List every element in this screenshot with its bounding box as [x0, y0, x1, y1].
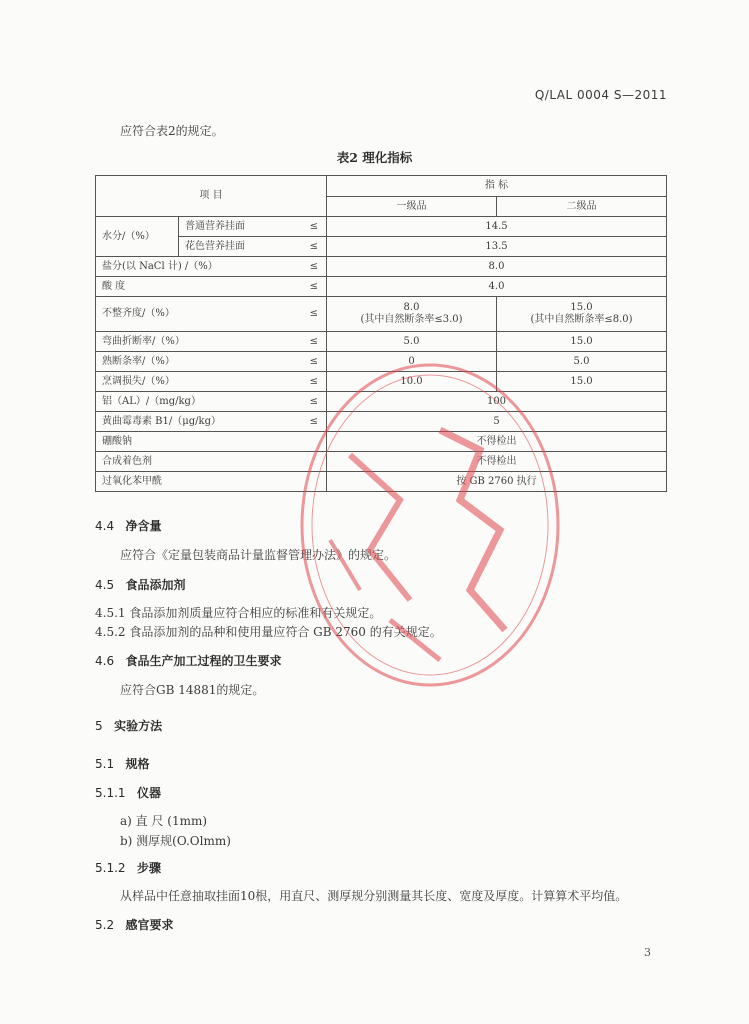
bend-g1: 5.0	[327, 332, 497, 352]
le-sign: ≤	[295, 237, 327, 257]
document-number: Q/LAL 0004 S—2011	[534, 88, 667, 102]
section-heading: 4.6 食品生产加工过程的卫生要求	[95, 654, 282, 668]
cook-break-label: 熟断条率/（%）	[96, 352, 295, 372]
colorant-label: 合成着色剂	[96, 452, 327, 472]
cook-loss-label: 烹调损失/（%）	[96, 372, 295, 392]
table-row	[96, 237, 667, 257]
steps-text: 从样品中任意抽取挂面10根，用直尺、测厚规分别测量其长度、宽度及厚度。计算算术平均值。	[120, 889, 628, 903]
section-heading: 5.1 规格	[95, 757, 150, 771]
cook-loss-g1: 10.0	[327, 372, 497, 392]
table-row	[96, 352, 667, 372]
le-sign: ≤	[295, 372, 327, 392]
moisture-color-value: 13.5	[327, 237, 667, 257]
table-row	[96, 392, 667, 412]
cook-loss-g2: 15.0	[497, 372, 667, 392]
additive-clause-1: 4.5.1 食品添加剂质量应符合相应的标准和有关规定。	[95, 606, 382, 620]
hygiene-text: 应符合GB 14881的规定。	[120, 683, 265, 697]
moisture-label: 水分/（%）	[96, 217, 179, 257]
al-value: 100	[327, 392, 667, 412]
le-sign: ≤	[295, 352, 327, 372]
uneven-g1-value: 8.0	[403, 302, 420, 313]
uneven-g2-note: (其中自然断条率≤8.0)	[530, 314, 633, 325]
header-grade1: 一级品	[327, 197, 497, 217]
le-sign: ≤	[295, 297, 327, 332]
header-grade2: 二级品	[497, 197, 667, 217]
section-heading: 5.1.2 步骤	[95, 861, 162, 875]
intro-text: 应符合表2的规定。	[120, 124, 224, 138]
header-index: 指 标	[327, 176, 667, 197]
aflatoxin-label: 黄曲霉毒素 B1/（μg/kg）	[96, 412, 295, 432]
salt-value: 8.0	[327, 257, 667, 277]
uneven-g2-value: 15.0	[570, 302, 593, 313]
table-row	[96, 412, 667, 432]
moisture-plain-label: 普通营养挂面	[179, 217, 295, 237]
section-heading: 4.4 净含量	[95, 519, 162, 533]
aflatoxin-value: 5	[327, 412, 667, 432]
al-label: 铝（AL）/（mg/kg）	[96, 392, 295, 412]
section-heading: 5.1.1 仪器	[95, 786, 162, 800]
table-row	[96, 217, 667, 237]
moisture-color-label: 花色营养挂面	[179, 237, 295, 257]
uneven-g1	[327, 297, 497, 332]
cook-break-g1: 0	[327, 352, 497, 372]
table-row	[96, 452, 667, 472]
acidity-label: 酸 度	[96, 277, 295, 297]
le-sign: ≤	[295, 217, 327, 237]
table-header-row	[96, 176, 667, 197]
salt-label: 盐分(以 NaCl 计) /（%）	[96, 257, 295, 277]
section-heading: 5 实验方法	[95, 719, 163, 733]
bpo-label: 过氧化苯甲酰	[96, 472, 327, 492]
table-row	[96, 257, 667, 277]
le-sign: ≤	[295, 392, 327, 412]
acidity-value: 4.0	[327, 277, 667, 297]
bend-g2: 15.0	[497, 332, 667, 352]
table-row	[96, 432, 667, 452]
borax-value: 不得检出	[327, 432, 667, 452]
additive-clause-2: 4.5.2 食品添加剂的品种和使用量应符合 GB 2760 的有关规定。	[95, 625, 442, 639]
instrument-a: a) 直 尺 (1mm)	[120, 814, 208, 828]
table-row	[96, 472, 667, 492]
section-heading: 4.5 食品添加剂	[95, 578, 186, 592]
table-row	[96, 277, 667, 297]
table-caption: 表2 理化指标	[336, 150, 413, 165]
table-row	[96, 297, 667, 332]
table-row	[96, 332, 667, 352]
colorant-value: 不得检出	[327, 452, 667, 472]
uneven-label: 不整齐度/（%）	[96, 297, 295, 332]
le-sign: ≤	[295, 332, 327, 352]
le-sign: ≤	[295, 412, 327, 432]
section-heading: 5.2 感官要求	[95, 918, 174, 932]
le-sign: ≤	[295, 277, 327, 297]
instrument-b: b) 测厚规(O.Olmm)	[120, 834, 231, 848]
header-item: 项 目	[96, 176, 327, 217]
moisture-plain-value: 14.5	[327, 217, 667, 237]
physicochemical-table	[95, 175, 667, 492]
table-row	[96, 372, 667, 392]
le-sign: ≤	[295, 257, 327, 277]
bpo-value: 按 GB 2760 执行	[327, 472, 667, 492]
uneven-g1-note: (其中自然断条率≤3.0)	[360, 314, 463, 325]
borax-label: 硼酸钠	[96, 432, 327, 452]
cook-break-g2: 5.0	[497, 352, 667, 372]
net-content-text: 应符合《定量包装商品计量监督管理办法》的规定。	[120, 548, 397, 562]
page-number: 3	[644, 946, 651, 959]
uneven-g2	[497, 297, 667, 332]
bend-label: 弯曲折断率/（%）	[96, 332, 295, 352]
